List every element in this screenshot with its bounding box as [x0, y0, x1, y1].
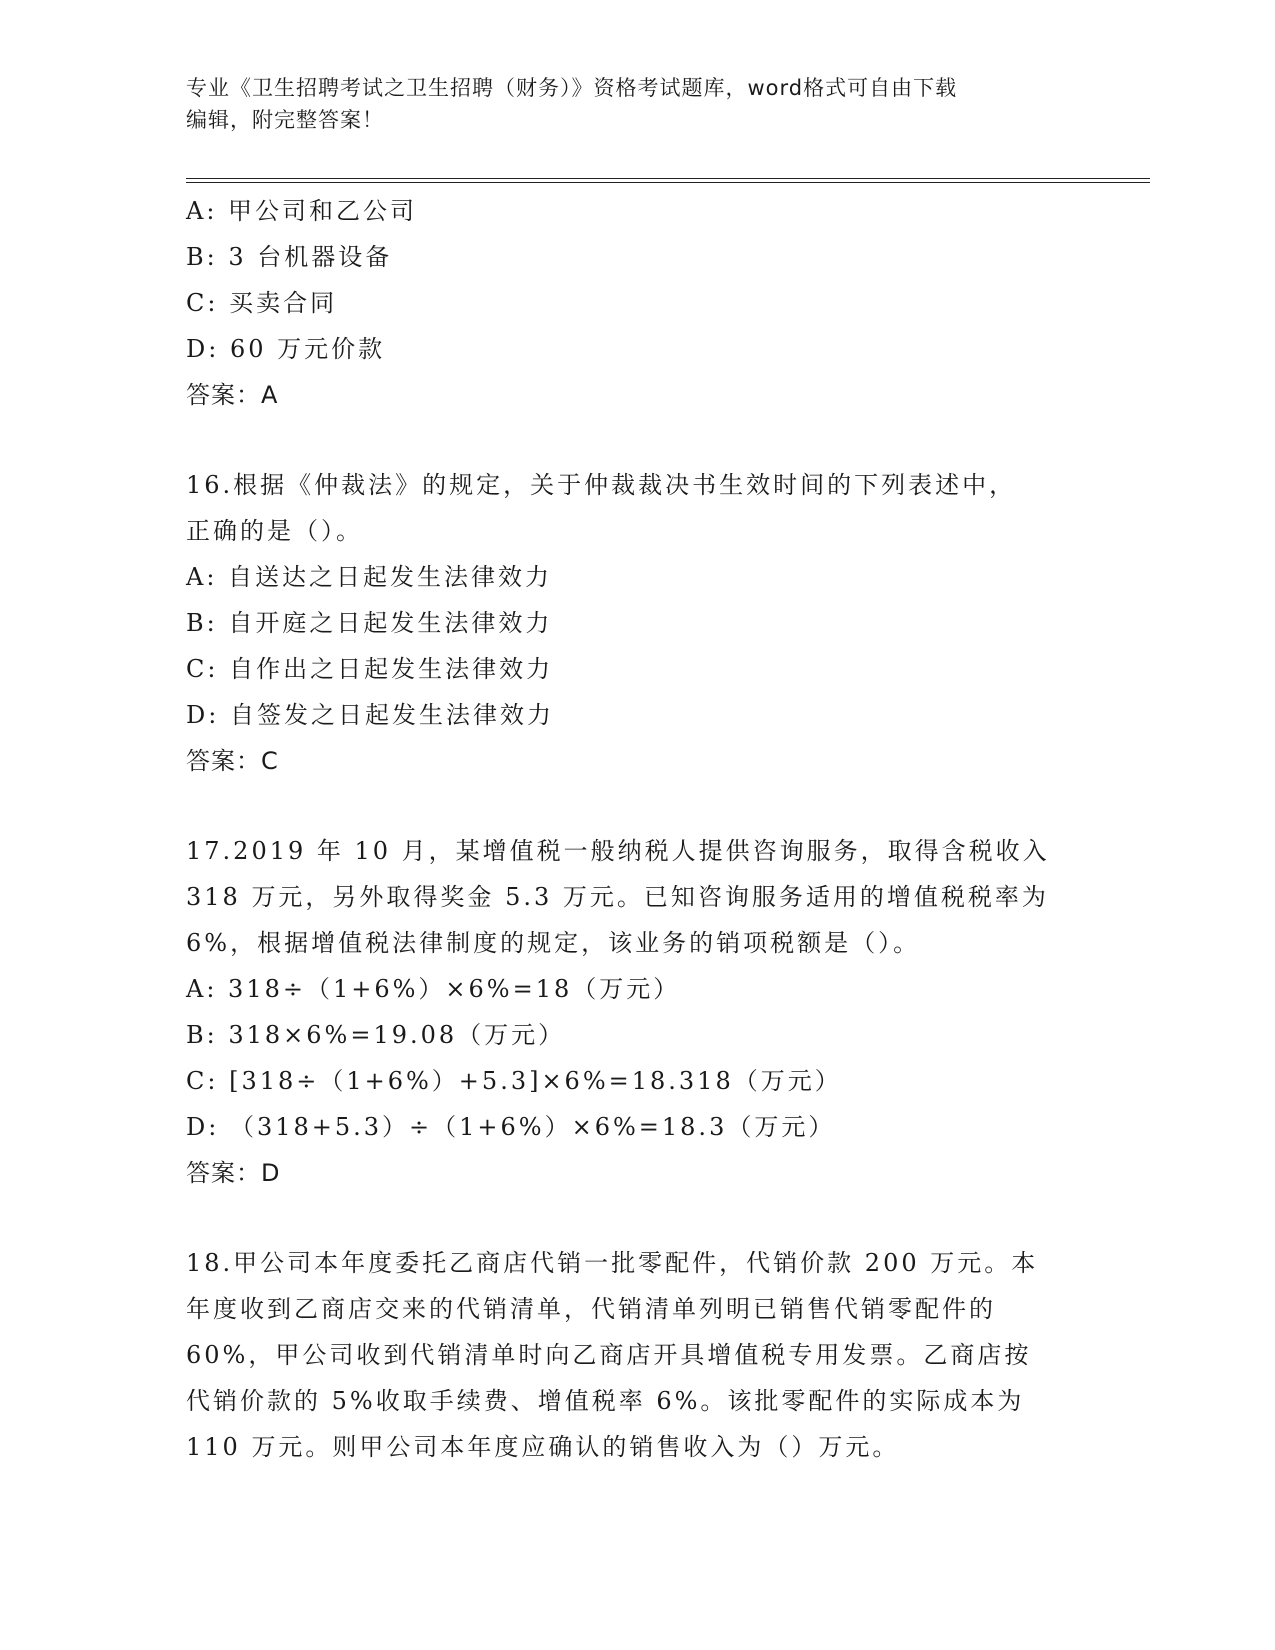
document-body: [186, 188, 1086, 1470]
header-line-2: 编辑，附完整答案！: [186, 108, 384, 132]
q18-stem-line-5: 110 万元。则甲公司本年度应确认的销售收入为（）万元。: [186, 1433, 900, 1461]
question-16-block: [186, 462, 1086, 784]
q17-stem-line-3: 6%，根据增值税法律制度的规定，该业务的销项税额是（）。: [186, 929, 921, 957]
question-18-block: [186, 1240, 1086, 1470]
q17-option-d: D: （318+5.3）÷（1+6%）×6%=18.3（万元）: [186, 1113, 836, 1141]
q16-answer: 答案：C: [186, 747, 279, 775]
q17-stem-line-2: 318 万元，另外取得奖金 5.3 万元。已知咨询服务适用的增值税税率为: [186, 883, 1049, 911]
q16-option-b: B: 自开庭之日起发生法律效力: [186, 609, 553, 637]
question-15-block: [186, 188, 1086, 418]
q15-option-a: A: 甲公司和乙公司: [186, 197, 418, 225]
q16-stem-line-1: 16.根据《仲裁法》的规定，关于仲裁裁决书生效时间的下列表述中，: [186, 471, 1017, 499]
header-divider-bottom: [186, 182, 1150, 183]
spacer: [186, 1196, 1086, 1240]
q15-option-b: B: 3 台机器设备: [186, 243, 393, 271]
q16-option-d: D: 自签发之日起发生法律效力: [186, 701, 554, 729]
q16-option-c: C: 自作出之日起发生法律效力: [186, 655, 554, 683]
q16-option-a: A: 自送达之日起发生法律效力: [186, 563, 553, 591]
header-line-1: 专业《卫生招聘考试之卫生招聘（财务）》资格考试题库，word格式可自由下载: [186, 76, 958, 100]
q18-stem-line-2: 年度收到乙商店交来的代销清单，代销清单列明已销售代销零配件的: [186, 1295, 996, 1323]
q16-stem-line-2: 正确的是（）。: [186, 517, 363, 545]
q17-option-c: C: [318÷（1+6%）+5.3]×6%=18.318（万元）: [186, 1067, 842, 1095]
header-divider-top: [186, 178, 1150, 179]
q15-answer: 答案：A: [186, 381, 279, 409]
question-17-block: [186, 828, 1086, 1196]
q15-option-c: C: 买卖合同: [186, 289, 338, 317]
q18-stem-line-4: 代销价款的 5%收取手续费、增值税率 6%。该批零配件的实际成本为: [186, 1387, 1025, 1415]
spacer: [186, 784, 1086, 828]
q18-stem-line-1: 18.甲公司本年度委托乙商店代销一批零配件，代销价款 200 万元。本: [186, 1249, 1039, 1277]
spacer: [186, 418, 1086, 462]
q17-stem-line-1: 17.2019 年 10 月，某增值税一般纳税人提供咨询服务，取得含税收入: [186, 837, 1050, 865]
q17-option-a: A: 318÷（1+6%）×6%=18（万元）: [186, 975, 681, 1003]
q17-option-b: B: 318×6%=19.08（万元）: [186, 1021, 566, 1049]
document-header: [186, 72, 1086, 136]
q18-stem-line-3: 60%，甲公司收到代销清单时向乙商店开具增值税专用发票。乙商店按: [186, 1341, 1032, 1369]
q15-option-d: D: 60 万元价款: [186, 335, 386, 363]
q17-answer: 答案：D: [186, 1159, 281, 1187]
